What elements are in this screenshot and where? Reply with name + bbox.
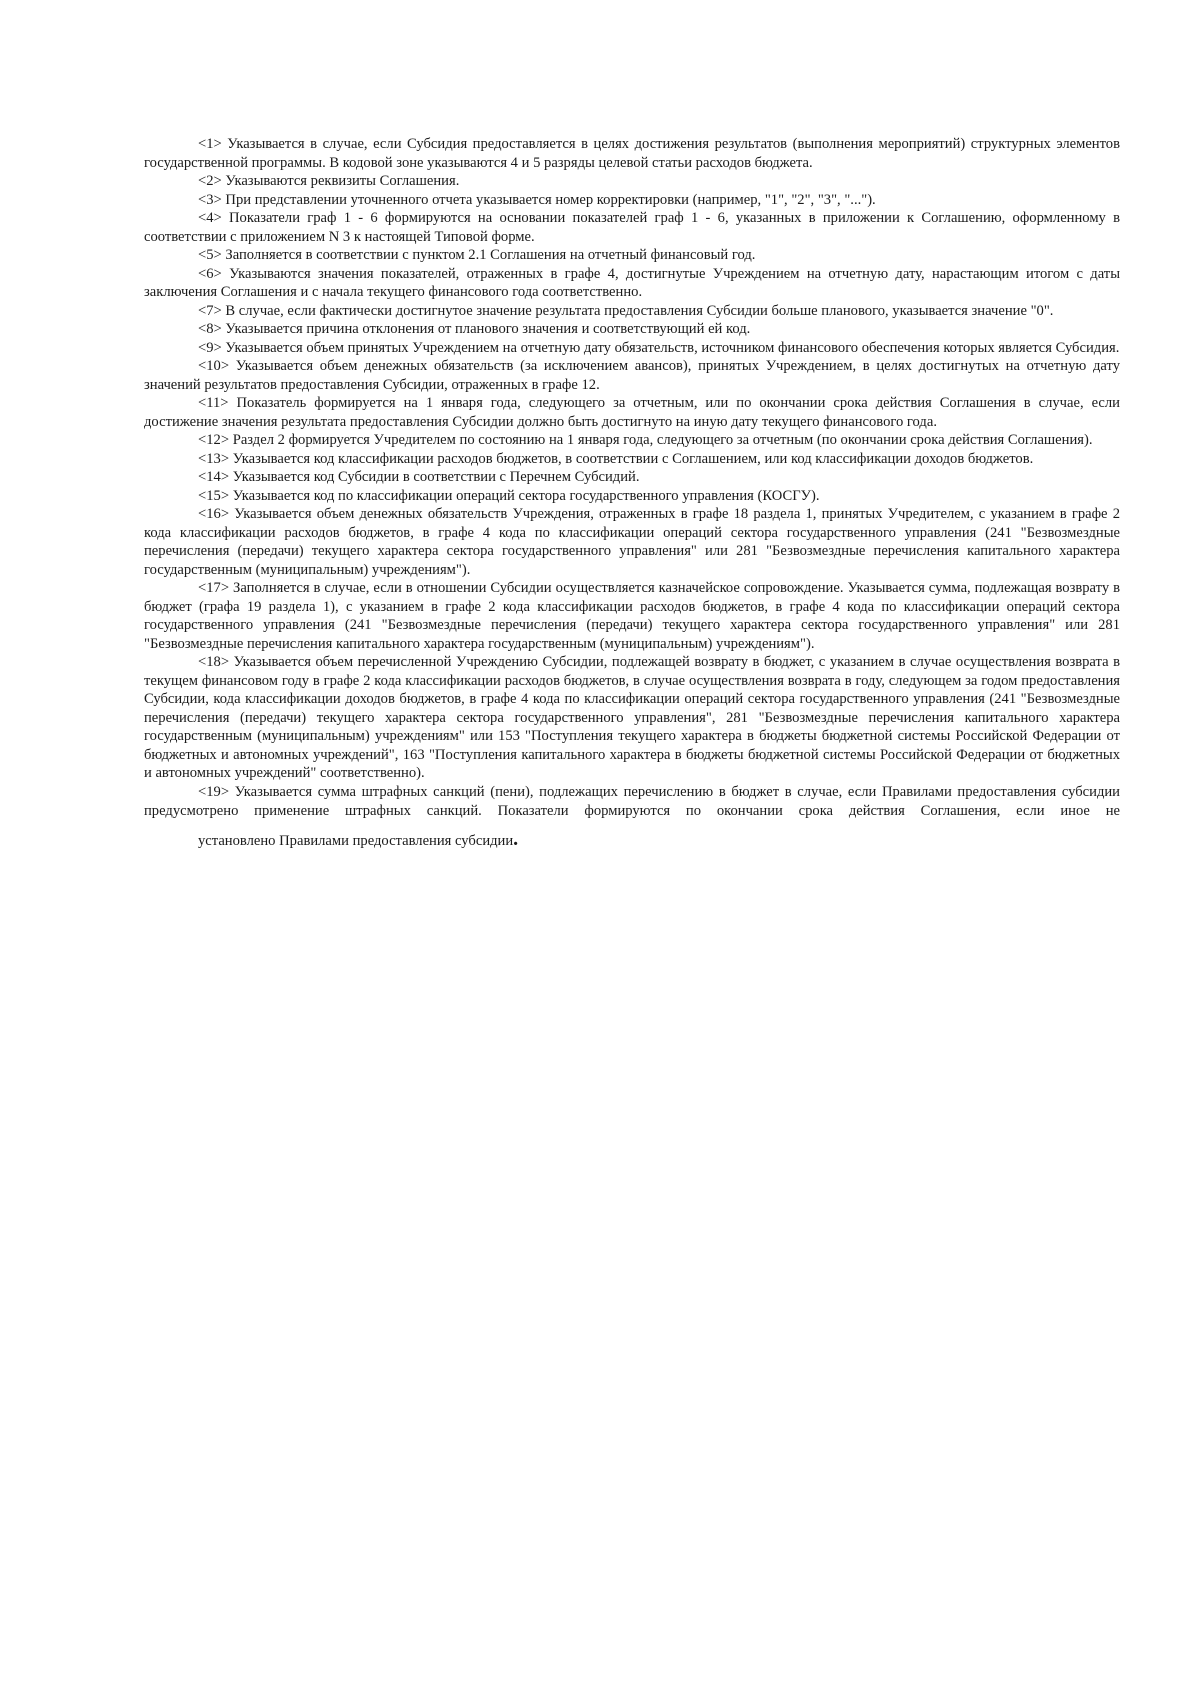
footnote-5: <5> Заполняется в соответствии с пунктом 2.1 Соглашения на отчетный финансовый год.	[198, 247, 756, 263]
footnote-11: <11> Показатель формируется на 1 января года, следующего за отчетным, или по окончании срока действия Соглашения в случае, если достижение значения результата предоставления Субсидии должно быть достигнуто на иную дату текущего финансового года.	[144, 395, 1120, 430]
footnote-3: <3> При представлении уточненного отчета указывается номер корректировки (например, "1", "2", "3", "...").	[198, 191, 876, 208]
footnote-10: <10> Указывается объем денежных обязательств (за исключением авансов), принятых Учреждением, в целях достигнутых на отчетную дату значений результатов предоставления Субсидии, отраженных в графе 12.	[144, 358, 1120, 393]
footnote-17: <17> Заполняется в случае, если в отношении Субсидии осуществляется казначейское сопровождение. Указывается сумма, подлежащая возврату в бюджет (графа 19 раздела 1), с указанием в графе 2 кода классификации расходов бюджетов, в графе 4 кода по классификации операций сектора государственного управления (241 "Безвозмездные перечисления (передачи) текущего характера сектора государственного управления" или 281 "Безвозмездные перечисления капитального характера государственным (муниципальным) учреждениям").	[144, 580, 1120, 652]
footnote-1: <1> Указывается в случае, если Субсидия предоставляется в целях достижения результатов (выполнения мероприятий) структурных элементов государственной программы. В кодовой зоне указываются 4 и 5 разряды целевой статьи расходов бюджета.	[144, 136, 1120, 171]
footnote-14: <14> Указывается код Субсидии в соответствии с Перечнем Субсидий.	[198, 469, 640, 485]
footnote-9: <9> Указывается объем принятых Учреждением на отчетную дату обязательств, источником финансового обеспечения которых является Субсидия.	[198, 339, 1120, 356]
footnote-16: <16> Указывается объем денежных обязательств Учреждения, отраженных в графе 18 раздела 1, принятых Учредителем, с указанием в графе 2 кода классификации расходов бюджетов, в графе 4 кода по классификации операций сектора государственного управления (241 "Безвозмездные перечисления (передачи) текущего характера сектора государственного управления" или 281 "Безвозмездные перечисления капитального характера государственным (муниципальным) учреждениям").	[144, 506, 1120, 578]
footnote-18: <18> Указывается объем перечисленной Учреждению Субсидии, подлежащей возврату в бюджет, с указанием в случае осуществления возврата в текущем финансовом году в графе 2 кода классификации расходов бюджетов, в случае осуществления возврата в году, следующем за годом предоставления Субсидии, кода классификации доходов бюджетов, в графе 4 кода по классификации операций сектора государственного управления (241 "Безвозмездные перечисления (передачи) текущего характера сектора государственного управления", 281 "Безвозмездные перечисления капитального характера государственным (муниципальным) учреждениям" или 153 "Поступления текущего характера в бюджеты бюджетной системы Российской Федерации от бюджетных и автономных учреждений", 163 "Поступления капитального характера в бюджеты бюджетной системы Российской Федерации от бюджетных и автономных учреждений" соответственно).	[144, 654, 1120, 781]
footnote-7: <7> В случае, если фактически достигнутое значение результата предоставления Субсидии больше планового, указывается значение "0".	[198, 302, 1054, 319]
footnote-15: <15> Указывается код по классификации операций сектора государственного управления (КОСГУ).	[198, 487, 820, 504]
footnote-6: <6> Указываются значения показателей, отраженных в графе 4, достигнутые Учреждением на отчетную дату, нарастающим итогом с даты заключения Соглашения и с начала текущего финансового года соответственно.	[144, 265, 1120, 300]
footnote-13: <13> Указывается код классификации расходов бюджетов, в соответствии с Соглашением, или код классификации доходов бюджетов.	[198, 450, 1034, 467]
footnote-12: <12> Раздел 2 формируется Учредителем по состоянию на 1 января года, следующего за отчетным (по окончании срока действия Соглашения).	[198, 432, 1093, 448]
footnote-4: <4> Показатели граф 1 - 6 формируются на основании показателей граф 1 - 6, указанных в приложении к Соглашению, оформленному в соответствии с приложением N 3 к настоящей Типовой форме.	[144, 210, 1120, 245]
footnote-19-final-mark: .	[513, 827, 519, 850]
footnote-19-tail	[144, 827, 519, 851]
footnotes-block	[144, 135, 1120, 851]
footnote-19-tail-text: установлено Правилами предоставления субсидии	[198, 832, 514, 849]
footnote-8: <8> Указывается причина отклонения от планового значения и соответствующий ей код.	[198, 321, 751, 337]
footnote-19	[144, 783, 1120, 851]
footnote-19-text: <19> Указывается сумма штрафных санкций (пени), подлежащих перечислению в бюджет в случае, если Правилами предоставления субсидии предусмотрено применение штрафных санкций. Показатели формируются по окончании срока действия Соглашения, если иное не	[144, 783, 1120, 819]
footnote-2: <2> Указываются реквизиты Соглашения.	[198, 173, 460, 189]
